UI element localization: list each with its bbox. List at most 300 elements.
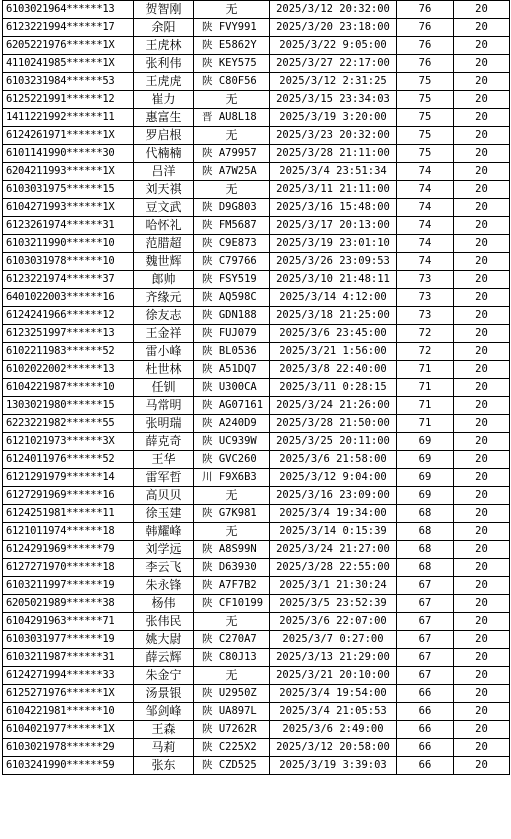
count-cell: 20: [454, 91, 510, 109]
id-number-cell: 1303021980******15: [3, 397, 134, 415]
time-cell: 2025/3/28 21:50:00: [270, 415, 397, 433]
table-row: [3, 361, 510, 379]
plate-cell: 无: [194, 487, 270, 505]
plate-cell: 陕 C225X2: [194, 739, 270, 757]
count-cell: 20: [454, 325, 510, 343]
table-body: [3, 1, 510, 775]
time-cell: 2025/3/18 21:25:00: [270, 307, 397, 325]
time-cell: 2025/3/24 21:27:00: [270, 541, 397, 559]
count-cell: 20: [454, 703, 510, 721]
score-cell: 71: [397, 379, 454, 397]
plate-cell: 无: [194, 613, 270, 631]
table-row: [3, 523, 510, 541]
name-cell: 刘天祺: [134, 181, 194, 199]
score-cell: 74: [397, 217, 454, 235]
table-row: [3, 433, 510, 451]
id-number-cell: 6123261974******31: [3, 217, 134, 235]
time-cell: 2025/3/12 20:58:00: [270, 739, 397, 757]
plate-cell: 无: [194, 127, 270, 145]
name-cell: 豆文武: [134, 199, 194, 217]
count-cell: 20: [454, 631, 510, 649]
score-cell: 66: [397, 757, 454, 775]
plate-cell: 无: [194, 91, 270, 109]
violation-record-table: [2, 0, 510, 775]
time-cell: 2025/3/4 23:51:34: [270, 163, 397, 181]
time-cell: 2025/3/5 23:52:39: [270, 595, 397, 613]
table-row: [3, 577, 510, 595]
score-cell: 71: [397, 397, 454, 415]
time-cell: 2025/3/16 23:09:00: [270, 487, 397, 505]
id-number-cell: 6123251997******13: [3, 325, 134, 343]
id-number-cell: 6124251981******11: [3, 505, 134, 523]
table-row: [3, 91, 510, 109]
plate-cell: 无: [194, 1, 270, 19]
score-cell: 69: [397, 487, 454, 505]
name-cell: 汤景银: [134, 685, 194, 703]
table-row: [3, 415, 510, 433]
time-cell: 2025/3/6 22:07:00: [270, 613, 397, 631]
plate-cell: 陕 CF10199: [194, 595, 270, 613]
table-row: [3, 505, 510, 523]
time-cell: 2025/3/24 21:26:00: [270, 397, 397, 415]
table-row: [3, 343, 510, 361]
table-row: [3, 55, 510, 73]
table-row: [3, 19, 510, 37]
table-row: [3, 127, 510, 145]
time-cell: 2025/3/6 2:49:00: [270, 721, 397, 739]
score-cell: 73: [397, 271, 454, 289]
count-cell: 20: [454, 433, 510, 451]
name-cell: 罗启根: [134, 127, 194, 145]
table-row: [3, 379, 510, 397]
name-cell: 马莉: [134, 739, 194, 757]
name-cell: 任钏: [134, 379, 194, 397]
time-cell: 2025/3/26 23:09:53: [270, 253, 397, 271]
score-cell: 74: [397, 253, 454, 271]
plate-cell: 陕 CZD525: [194, 757, 270, 775]
name-cell: 崔力: [134, 91, 194, 109]
id-number-cell: 6223221982******55: [3, 415, 134, 433]
table-row: [3, 667, 510, 685]
plate-cell: 陕 A8S99N: [194, 541, 270, 559]
table-row: [3, 703, 510, 721]
time-cell: 2025/3/22 9:05:00: [270, 37, 397, 55]
count-cell: 20: [454, 397, 510, 415]
table-row: [3, 217, 510, 235]
name-cell: 徐玉建: [134, 505, 194, 523]
time-cell: 2025/3/8 22:40:00: [270, 361, 397, 379]
id-number-cell: 6104271993******1X: [3, 199, 134, 217]
time-cell: 2025/3/6 21:58:00: [270, 451, 397, 469]
time-cell: 2025/3/14 0:15:39: [270, 523, 397, 541]
score-cell: 76: [397, 55, 454, 73]
score-cell: 67: [397, 595, 454, 613]
name-cell: 雷军哲: [134, 469, 194, 487]
id-number-cell: 6104021977******1X: [3, 721, 134, 739]
plate-cell: 陕 UC939W: [194, 433, 270, 451]
name-cell: 薛云辉: [134, 649, 194, 667]
score-cell: 75: [397, 145, 454, 163]
name-cell: 朱金宁: [134, 667, 194, 685]
plate-cell: 陕 UA897L: [194, 703, 270, 721]
name-cell: 张伟民: [134, 613, 194, 631]
score-cell: 69: [397, 451, 454, 469]
time-cell: 2025/3/12 9:04:00: [270, 469, 397, 487]
time-cell: 2025/3/6 23:45:00: [270, 325, 397, 343]
score-cell: 76: [397, 37, 454, 55]
table-row: [3, 289, 510, 307]
name-cell: 马常明: [134, 397, 194, 415]
count-cell: 20: [454, 739, 510, 757]
plate-cell: 陕 C80J13: [194, 649, 270, 667]
time-cell: 2025/3/20 23:18:00: [270, 19, 397, 37]
time-cell: 2025/3/4 19:34:00: [270, 505, 397, 523]
score-cell: 67: [397, 631, 454, 649]
count-cell: 20: [454, 217, 510, 235]
id-number-cell: 6103031978******10: [3, 253, 134, 271]
time-cell: 2025/3/13 21:29:00: [270, 649, 397, 667]
table-row: [3, 1, 510, 19]
table-row: [3, 595, 510, 613]
id-number-cell: 6205021989******38: [3, 595, 134, 613]
table-row: [3, 325, 510, 343]
id-number-cell: 6102211983******52: [3, 343, 134, 361]
count-cell: 20: [454, 19, 510, 37]
score-cell: 68: [397, 541, 454, 559]
time-cell: 2025/3/12 2:31:25: [270, 73, 397, 91]
score-cell: 66: [397, 685, 454, 703]
plate-cell: 陕 GDN188: [194, 307, 270, 325]
name-cell: 雷小峰: [134, 343, 194, 361]
count-cell: 20: [454, 307, 510, 325]
time-cell: 2025/3/25 20:11:00: [270, 433, 397, 451]
table-row: [3, 541, 510, 559]
score-cell: 68: [397, 523, 454, 541]
id-number-cell: 6103031975******15: [3, 181, 134, 199]
count-cell: 20: [454, 235, 510, 253]
id-number-cell: 6101141990******30: [3, 145, 134, 163]
count-cell: 20: [454, 469, 510, 487]
id-number-cell: 6124271994******33: [3, 667, 134, 685]
count-cell: 20: [454, 451, 510, 469]
score-cell: 71: [397, 361, 454, 379]
id-number-cell: 6125271976******1X: [3, 685, 134, 703]
score-cell: 67: [397, 613, 454, 631]
count-cell: 20: [454, 253, 510, 271]
count-cell: 20: [454, 199, 510, 217]
time-cell: 2025/3/11 21:11:00: [270, 181, 397, 199]
id-number-cell: 6127271970******18: [3, 559, 134, 577]
table-row: [3, 253, 510, 271]
count-cell: 20: [454, 595, 510, 613]
plate-cell: 陕 U300CA: [194, 379, 270, 397]
name-cell: 杜世林: [134, 361, 194, 379]
count-cell: 20: [454, 37, 510, 55]
count-cell: 20: [454, 127, 510, 145]
score-cell: 67: [397, 649, 454, 667]
table-row: [3, 721, 510, 739]
plate-cell: 陕 C80F56: [194, 73, 270, 91]
id-number-cell: 6125221991******12: [3, 91, 134, 109]
plate-cell: 陕 A7W25A: [194, 163, 270, 181]
table-row: [3, 649, 510, 667]
plate-cell: 川 F9X6B3: [194, 469, 270, 487]
count-cell: 20: [454, 487, 510, 505]
table-row: [3, 469, 510, 487]
score-cell: 66: [397, 721, 454, 739]
table-row: [3, 145, 510, 163]
time-cell: 2025/3/1 21:30:24: [270, 577, 397, 595]
time-cell: 2025/3/12 20:32:00: [270, 1, 397, 19]
plate-cell: 陕 FVY991: [194, 19, 270, 37]
name-cell: 刘学远: [134, 541, 194, 559]
name-cell: 王华: [134, 451, 194, 469]
plate-cell: 无: [194, 523, 270, 541]
name-cell: 贺智刚: [134, 1, 194, 19]
score-cell: 74: [397, 235, 454, 253]
score-cell: 75: [397, 91, 454, 109]
table-row: [3, 73, 510, 91]
name-cell: 余阳: [134, 19, 194, 37]
score-cell: 66: [397, 739, 454, 757]
table-row: [3, 307, 510, 325]
plate-cell: 陕 FUJ079: [194, 325, 270, 343]
id-number-cell: 6103231984******53: [3, 73, 134, 91]
count-cell: 20: [454, 523, 510, 541]
score-cell: 68: [397, 505, 454, 523]
table-row: [3, 487, 510, 505]
time-cell: 2025/3/21 20:10:00: [270, 667, 397, 685]
count-cell: 20: [454, 379, 510, 397]
table-row: [3, 271, 510, 289]
score-cell: 74: [397, 181, 454, 199]
name-cell: 朱永锋: [134, 577, 194, 595]
plate-cell: 陕 D9G803: [194, 199, 270, 217]
id-number-cell: 6103021978******29: [3, 739, 134, 757]
time-cell: 2025/3/10 21:48:11: [270, 271, 397, 289]
plate-cell: 陕 D63930: [194, 559, 270, 577]
time-cell: 2025/3/16 15:48:00: [270, 199, 397, 217]
time-cell: 2025/3/11 0:28:15: [270, 379, 397, 397]
table-row: [3, 235, 510, 253]
id-number-cell: 6103211997******19: [3, 577, 134, 595]
count-cell: 20: [454, 415, 510, 433]
score-cell: 72: [397, 325, 454, 343]
score-cell: 66: [397, 703, 454, 721]
score-cell: 71: [397, 415, 454, 433]
score-cell: 69: [397, 469, 454, 487]
id-number-cell: 6123221974******37: [3, 271, 134, 289]
score-cell: 72: [397, 343, 454, 361]
time-cell: 2025/3/19 3:39:03: [270, 757, 397, 775]
score-cell: 76: [397, 1, 454, 19]
time-cell: 2025/3/23 20:32:00: [270, 127, 397, 145]
plate-cell: 无: [194, 667, 270, 685]
name-cell: 张明瑞: [134, 415, 194, 433]
name-cell: 代楠楠: [134, 145, 194, 163]
plate-cell: 陕 C9E873: [194, 235, 270, 253]
id-number-cell: 6103211990******10: [3, 235, 134, 253]
count-cell: 20: [454, 721, 510, 739]
score-cell: 75: [397, 109, 454, 127]
name-cell: 张利伟: [134, 55, 194, 73]
id-number-cell: 6104221981******10: [3, 703, 134, 721]
time-cell: 2025/3/19 3:20:00: [270, 109, 397, 127]
plate-cell: 陕 AG07161: [194, 397, 270, 415]
id-number-cell: 6121011974******18: [3, 523, 134, 541]
name-cell: 韩耀峰: [134, 523, 194, 541]
name-cell: 邹剑峰: [134, 703, 194, 721]
count-cell: 20: [454, 649, 510, 667]
time-cell: 2025/3/21 1:56:00: [270, 343, 397, 361]
name-cell: 魏世辉: [134, 253, 194, 271]
name-cell: 张东: [134, 757, 194, 775]
time-cell: 2025/3/27 22:17:00: [270, 55, 397, 73]
name-cell: 徐友志: [134, 307, 194, 325]
id-number-cell: 6124261971******1X: [3, 127, 134, 145]
id-number-cell: 6121291979******14: [3, 469, 134, 487]
table-row: [3, 163, 510, 181]
id-number-cell: 6124241966******12: [3, 307, 134, 325]
count-cell: 20: [454, 73, 510, 91]
score-cell: 73: [397, 307, 454, 325]
plate-cell: 无: [194, 181, 270, 199]
plate-cell: 陕 A79957: [194, 145, 270, 163]
plate-cell: 陕 A7F7B2: [194, 577, 270, 595]
table-row: [3, 685, 510, 703]
id-number-cell: 6124011976******52: [3, 451, 134, 469]
id-number-cell: 6103241990******59: [3, 757, 134, 775]
name-cell: 齐缘元: [134, 289, 194, 307]
id-number-cell: 6123221994******17: [3, 19, 134, 37]
name-cell: 高贝贝: [134, 487, 194, 505]
plate-cell: 陕 FM5687: [194, 217, 270, 235]
time-cell: 2025/3/7 0:27:00: [270, 631, 397, 649]
table-row: [3, 397, 510, 415]
plate-cell: 陕 E5862Y: [194, 37, 270, 55]
plate-cell: 陕 KEY575: [194, 55, 270, 73]
plate-cell: 陕 U7262R: [194, 721, 270, 739]
count-cell: 20: [454, 1, 510, 19]
id-number-cell: 6103031977******19: [3, 631, 134, 649]
count-cell: 20: [454, 559, 510, 577]
count-cell: 20: [454, 613, 510, 631]
name-cell: 王森: [134, 721, 194, 739]
score-cell: 67: [397, 667, 454, 685]
score-cell: 74: [397, 163, 454, 181]
id-number-cell: 6104221987******10: [3, 379, 134, 397]
time-cell: 2025/3/17 20:13:00: [270, 217, 397, 235]
table-row: [3, 451, 510, 469]
plate-cell: 陕 C270A7: [194, 631, 270, 649]
table-row: [3, 181, 510, 199]
count-cell: 20: [454, 289, 510, 307]
count-cell: 20: [454, 109, 510, 127]
plate-cell: 陕 A240D9: [194, 415, 270, 433]
id-number-cell: 6102022002******13: [3, 361, 134, 379]
score-cell: 75: [397, 127, 454, 145]
score-cell: 73: [397, 289, 454, 307]
table-row: [3, 199, 510, 217]
count-cell: 20: [454, 343, 510, 361]
plate-cell: 陕 C79766: [194, 253, 270, 271]
name-cell: 杨伟: [134, 595, 194, 613]
id-number-cell: 6121021973******3X: [3, 433, 134, 451]
count-cell: 20: [454, 145, 510, 163]
score-cell: 74: [397, 199, 454, 217]
plate-cell: 陕 U2950Z: [194, 685, 270, 703]
id-number-cell: 6205221976******1X: [3, 37, 134, 55]
count-cell: 20: [454, 163, 510, 181]
count-cell: 20: [454, 271, 510, 289]
score-cell: 69: [397, 433, 454, 451]
name-cell: 范腊超: [134, 235, 194, 253]
plate-cell: 陕 BL0536: [194, 343, 270, 361]
count-cell: 20: [454, 505, 510, 523]
plate-cell: 陕 G7K981: [194, 505, 270, 523]
id-number-cell: 6401022003******16: [3, 289, 134, 307]
name-cell: 李云飞: [134, 559, 194, 577]
id-number-cell: 4110241985******1X: [3, 55, 134, 73]
id-number-cell: 6127291969******16: [3, 487, 134, 505]
name-cell: 王虎虎: [134, 73, 194, 91]
score-cell: 75: [397, 73, 454, 91]
id-number-cell: 6103211987******31: [3, 649, 134, 667]
count-cell: 20: [454, 577, 510, 595]
name-cell: 哈怀礼: [134, 217, 194, 235]
count-cell: 20: [454, 667, 510, 685]
id-number-cell: 6204211993******1X: [3, 163, 134, 181]
name-cell: 王虎林: [134, 37, 194, 55]
name-cell: 姚大尉: [134, 631, 194, 649]
time-cell: 2025/3/4 19:54:00: [270, 685, 397, 703]
plate-cell: 陕 AQ598C: [194, 289, 270, 307]
table-row: [3, 559, 510, 577]
id-number-cell: 6124291969******79: [3, 541, 134, 559]
score-cell: 67: [397, 577, 454, 595]
score-cell: 76: [397, 19, 454, 37]
time-cell: 2025/3/28 22:55:00: [270, 559, 397, 577]
time-cell: 2025/3/15 23:34:03: [270, 91, 397, 109]
table-row: [3, 613, 510, 631]
name-cell: 吕洋: [134, 163, 194, 181]
time-cell: 2025/3/28 21:11:00: [270, 145, 397, 163]
time-cell: 2025/3/19 23:01:10: [270, 235, 397, 253]
table-row: [3, 739, 510, 757]
name-cell: 郎帅: [134, 271, 194, 289]
name-cell: 薛克奇: [134, 433, 194, 451]
table-row: [3, 109, 510, 127]
plate-cell: 陕 A51DQ7: [194, 361, 270, 379]
id-number-cell: 1411221992******11: [3, 109, 134, 127]
name-cell: 王金祥: [134, 325, 194, 343]
id-number-cell: 6104291963******71: [3, 613, 134, 631]
table-row: [3, 757, 510, 775]
time-cell: 2025/3/14 4:12:00: [270, 289, 397, 307]
time-cell: 2025/3/4 21:05:53: [270, 703, 397, 721]
count-cell: 20: [454, 541, 510, 559]
count-cell: 20: [454, 55, 510, 73]
count-cell: 20: [454, 685, 510, 703]
count-cell: 20: [454, 181, 510, 199]
plate-cell: 陕 FSY519: [194, 271, 270, 289]
table-row: [3, 37, 510, 55]
id-number-cell: 6103021964******13: [3, 1, 134, 19]
count-cell: 20: [454, 361, 510, 379]
table-row: [3, 631, 510, 649]
score-cell: 68: [397, 559, 454, 577]
plate-cell: 晋 AU8L18: [194, 109, 270, 127]
